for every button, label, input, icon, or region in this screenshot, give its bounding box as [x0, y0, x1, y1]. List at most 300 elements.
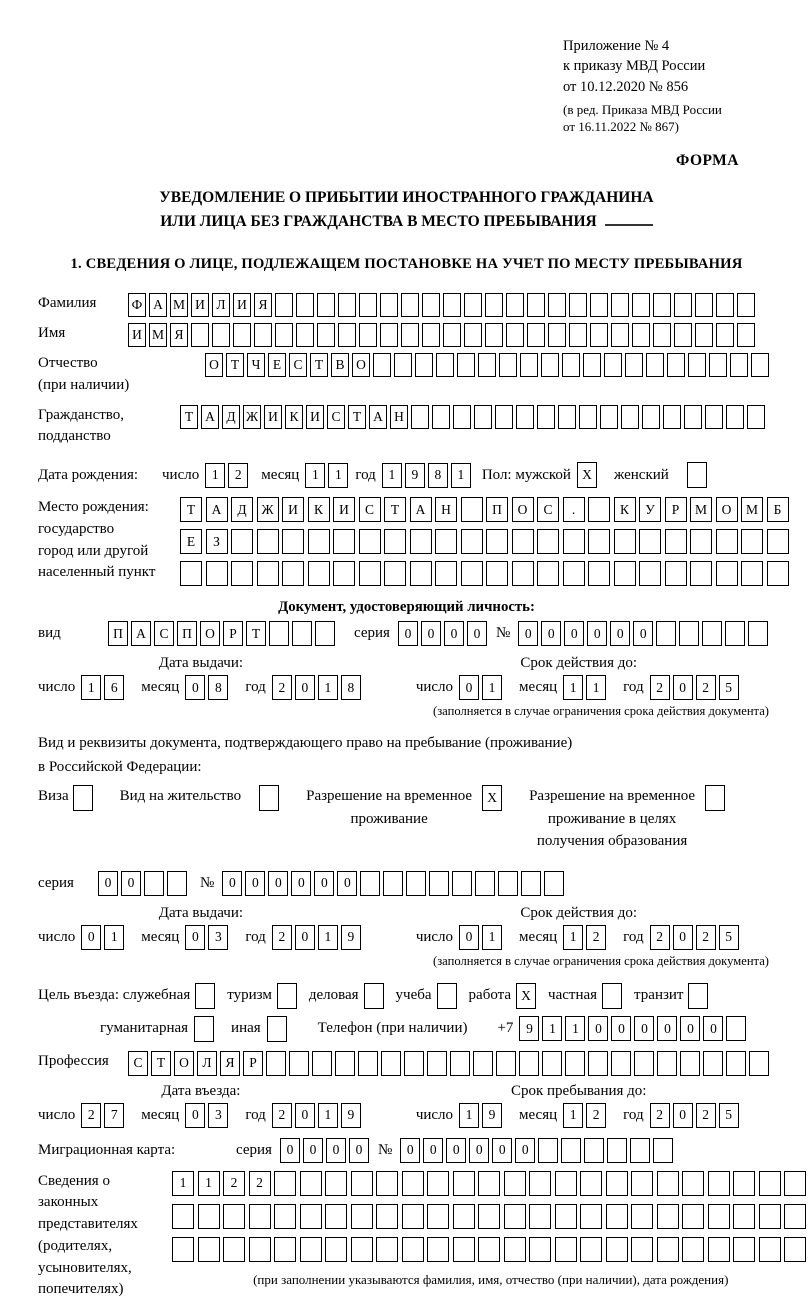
cell[interactable]: 1 — [318, 1103, 338, 1128]
cell[interactable] — [563, 561, 585, 586]
cell[interactable] — [749, 1051, 769, 1076]
cell[interactable]: Е — [268, 353, 286, 377]
cell[interactable] — [747, 405, 765, 429]
cell[interactable] — [402, 1237, 424, 1262]
cell[interactable] — [296, 293, 314, 317]
cell[interactable] — [274, 1171, 296, 1196]
cell[interactable] — [380, 293, 398, 317]
cell[interactable] — [580, 1237, 602, 1262]
cell[interactable] — [687, 462, 707, 488]
cell[interactable] — [435, 561, 457, 586]
cell[interactable] — [606, 1204, 628, 1229]
cell[interactable] — [452, 871, 472, 896]
cell[interactable] — [695, 323, 713, 347]
cell[interactable]: 0 — [314, 871, 334, 896]
cell[interactable] — [300, 1204, 322, 1229]
cell[interactable]: 0 — [98, 871, 118, 896]
cell[interactable]: 0 — [703, 1016, 723, 1041]
cell[interactable]: 5 — [719, 675, 739, 700]
cell[interactable]: А — [410, 497, 432, 522]
cell[interactable] — [561, 1138, 581, 1163]
cell[interactable] — [410, 529, 432, 554]
cell[interactable]: 0 — [295, 675, 315, 700]
cell[interactable]: 0 — [268, 871, 288, 896]
cell[interactable]: 0 — [185, 925, 205, 950]
cell[interactable]: 2 — [696, 675, 716, 700]
cell[interactable] — [784, 1204, 806, 1229]
cell[interactable]: 1 — [586, 675, 606, 700]
cell[interactable]: 0 — [280, 1138, 300, 1163]
cell[interactable] — [527, 323, 545, 347]
cell[interactable] — [611, 323, 629, 347]
cell[interactable] — [359, 561, 381, 586]
cell[interactable] — [495, 405, 513, 429]
cell[interactable] — [317, 293, 335, 317]
cell[interactable]: 0 — [673, 1103, 693, 1128]
cell[interactable] — [639, 529, 661, 554]
cell[interactable] — [384, 561, 406, 586]
cell[interactable] — [653, 293, 671, 317]
cell[interactable] — [631, 1171, 653, 1196]
cell[interactable]: 0 — [515, 1138, 535, 1163]
cell[interactable] — [663, 405, 681, 429]
cell[interactable] — [144, 871, 164, 896]
cell[interactable]: О — [512, 497, 534, 522]
cell[interactable] — [538, 1138, 558, 1163]
cell[interactable] — [548, 293, 566, 317]
cell[interactable] — [308, 529, 330, 554]
cell[interactable] — [784, 1171, 806, 1196]
cell[interactable]: О — [352, 353, 370, 377]
cell[interactable] — [529, 1171, 551, 1196]
cell[interactable] — [223, 1204, 245, 1229]
cell[interactable]: В — [331, 353, 349, 377]
cell[interactable]: Я — [220, 1051, 240, 1076]
cell[interactable] — [679, 621, 699, 646]
cell[interactable] — [529, 1204, 551, 1229]
cell[interactable] — [695, 293, 713, 317]
cell[interactable] — [726, 1016, 746, 1041]
cell[interactable]: 0 — [657, 1016, 677, 1041]
cell[interactable]: 9 — [341, 925, 361, 950]
cell[interactable] — [690, 529, 712, 554]
cell[interactable]: Ж — [257, 497, 279, 522]
cell[interactable] — [364, 983, 384, 1009]
cell[interactable]: Т — [226, 353, 244, 377]
cell[interactable] — [521, 871, 541, 896]
cell[interactable]: С — [128, 1051, 148, 1076]
cell[interactable] — [682, 1171, 704, 1196]
cell[interactable] — [614, 561, 636, 586]
cell[interactable]: О — [716, 497, 738, 522]
cell[interactable] — [748, 621, 768, 646]
cell[interactable] — [588, 529, 610, 554]
cell[interactable]: 0 — [291, 871, 311, 896]
cell[interactable] — [737, 293, 755, 317]
cell[interactable]: Т — [246, 621, 266, 646]
cell[interactable]: Р — [243, 1051, 263, 1076]
cell[interactable] — [733, 1204, 755, 1229]
cell[interactable] — [580, 1204, 602, 1229]
cell[interactable] — [674, 293, 692, 317]
cell[interactable] — [621, 405, 639, 429]
cell[interactable]: 0 — [398, 621, 418, 646]
cell[interactable] — [231, 529, 253, 554]
cell[interactable]: 0 — [185, 675, 205, 700]
cell[interactable]: Н — [390, 405, 408, 429]
cell[interactable] — [275, 323, 293, 347]
cell[interactable]: 2 — [223, 1171, 245, 1196]
cell[interactable] — [325, 1171, 347, 1196]
cell[interactable] — [231, 561, 253, 586]
cell[interactable] — [308, 561, 330, 586]
cell[interactable] — [656, 621, 676, 646]
cell[interactable] — [680, 1051, 700, 1076]
cell[interactable]: С — [537, 497, 559, 522]
cell[interactable] — [198, 1204, 220, 1229]
cell[interactable] — [657, 1171, 679, 1196]
cell[interactable]: 0 — [421, 621, 441, 646]
cell[interactable]: 3 — [208, 1103, 228, 1128]
cell[interactable]: А — [369, 405, 387, 429]
cell[interactable] — [682, 1204, 704, 1229]
cell[interactable] — [249, 1237, 271, 1262]
cell[interactable]: 8 — [428, 463, 448, 488]
cell[interactable] — [588, 561, 610, 586]
cell[interactable] — [257, 561, 279, 586]
cell[interactable] — [401, 293, 419, 317]
cell[interactable] — [427, 1204, 449, 1229]
cell[interactable]: А — [131, 621, 151, 646]
cell[interactable] — [277, 983, 297, 1009]
cell[interactable]: П — [177, 621, 197, 646]
cell[interactable] — [555, 1171, 577, 1196]
cell[interactable] — [485, 323, 503, 347]
cell[interactable] — [443, 323, 461, 347]
cell[interactable] — [267, 1016, 287, 1042]
cell[interactable]: И — [282, 497, 304, 522]
cell[interactable] — [206, 561, 228, 586]
cell[interactable] — [600, 405, 618, 429]
cell[interactable]: 0 — [564, 621, 584, 646]
cell[interactable]: 0 — [633, 621, 653, 646]
cell[interactable]: 1 — [563, 1103, 583, 1128]
cell[interactable]: Т — [151, 1051, 171, 1076]
cell[interactable] — [404, 1051, 424, 1076]
cell[interactable] — [338, 323, 356, 347]
cell[interactable]: 0 — [446, 1138, 466, 1163]
cell[interactable]: О — [205, 353, 223, 377]
cell[interactable]: Н — [435, 497, 457, 522]
cell[interactable] — [360, 871, 380, 896]
cell[interactable]: Т — [384, 497, 406, 522]
cell[interactable]: 0 — [185, 1103, 205, 1128]
cell[interactable]: З — [206, 529, 228, 554]
cell[interactable]: X — [516, 983, 536, 1009]
cell[interactable]: 1 — [565, 1016, 585, 1041]
cell[interactable] — [402, 1204, 424, 1229]
cell[interactable]: 0 — [444, 621, 464, 646]
cell[interactable] — [632, 323, 650, 347]
cell[interactable] — [759, 1171, 781, 1196]
cell[interactable]: Р — [223, 621, 243, 646]
cell[interactable] — [730, 353, 748, 377]
cell[interactable] — [631, 1204, 653, 1229]
cell[interactable]: 1 — [482, 925, 502, 950]
cell[interactable]: 0 — [469, 1138, 489, 1163]
cell[interactable] — [376, 1204, 398, 1229]
cell[interactable] — [333, 529, 355, 554]
cell[interactable]: И — [128, 323, 146, 347]
cell[interactable]: 9 — [482, 1103, 502, 1128]
cell[interactable] — [684, 405, 702, 429]
cell[interactable] — [406, 871, 426, 896]
cell[interactable] — [512, 561, 534, 586]
cell[interactable] — [542, 1051, 562, 1076]
cell[interactable] — [580, 1171, 602, 1196]
cell[interactable] — [646, 353, 664, 377]
cell[interactable]: П — [486, 497, 508, 522]
cell[interactable] — [376, 1171, 398, 1196]
cell[interactable]: 1 — [563, 675, 583, 700]
cell[interactable] — [537, 561, 559, 586]
cell[interactable] — [415, 353, 433, 377]
cell[interactable]: У — [639, 497, 661, 522]
cell[interactable]: 1 — [459, 1103, 479, 1128]
cell[interactable] — [461, 561, 483, 586]
cell[interactable] — [333, 561, 355, 586]
cell[interactable]: 0 — [588, 1016, 608, 1041]
cell[interactable]: С — [359, 497, 381, 522]
cell[interactable]: 8 — [208, 675, 228, 700]
cell[interactable]: . — [563, 497, 585, 522]
cell[interactable]: 2 — [586, 925, 606, 950]
cell[interactable]: А — [149, 293, 167, 317]
cell[interactable] — [411, 405, 429, 429]
cell[interactable] — [381, 1051, 401, 1076]
cell[interactable] — [478, 1171, 500, 1196]
cell[interactable] — [611, 293, 629, 317]
cell[interactable] — [194, 1016, 214, 1042]
cell[interactable] — [282, 561, 304, 586]
cell[interactable]: Я — [254, 293, 272, 317]
cell[interactable] — [751, 353, 769, 377]
cell[interactable] — [212, 323, 230, 347]
cell[interactable] — [478, 353, 496, 377]
cell[interactable] — [705, 785, 725, 811]
cell[interactable] — [520, 353, 538, 377]
cell[interactable] — [716, 323, 734, 347]
cell[interactable] — [274, 1237, 296, 1262]
cell[interactable] — [614, 529, 636, 554]
cell[interactable] — [784, 1237, 806, 1262]
cell[interactable] — [172, 1204, 194, 1229]
cell[interactable]: Б — [767, 497, 789, 522]
cell[interactable]: 7 — [104, 1103, 124, 1128]
cell[interactable] — [296, 323, 314, 347]
cell[interactable] — [631, 1237, 653, 1262]
cell[interactable]: Ч — [247, 353, 265, 377]
cell[interactable]: 0 — [634, 1016, 654, 1041]
cell[interactable]: 6 — [104, 675, 124, 700]
cell[interactable]: И — [333, 497, 355, 522]
cell[interactable] — [725, 621, 745, 646]
cell[interactable]: 0 — [459, 925, 479, 950]
cell[interactable] — [384, 529, 406, 554]
cell[interactable]: 0 — [295, 1103, 315, 1128]
cell[interactable]: 2 — [650, 925, 670, 950]
cell[interactable]: X — [577, 462, 597, 488]
cell[interactable]: 1 — [172, 1171, 194, 1196]
cell[interactable] — [611, 1051, 631, 1076]
cell[interactable] — [634, 1051, 654, 1076]
cell[interactable]: 0 — [245, 871, 265, 896]
cell[interactable]: Ф — [128, 293, 146, 317]
cell[interactable] — [555, 1204, 577, 1229]
cell[interactable] — [579, 405, 597, 429]
cell[interactable] — [300, 1171, 322, 1196]
cell[interactable] — [512, 529, 534, 554]
cell[interactable]: М — [149, 323, 167, 347]
cell[interactable] — [473, 1051, 493, 1076]
cell[interactable]: 1 — [205, 463, 225, 488]
cell[interactable] — [257, 529, 279, 554]
cell[interactable] — [516, 405, 534, 429]
cell[interactable]: С — [327, 405, 345, 429]
cell[interactable] — [716, 529, 738, 554]
cell[interactable]: 8 — [341, 675, 361, 700]
cell[interactable] — [478, 1237, 500, 1262]
cell[interactable]: 0 — [611, 1016, 631, 1041]
cell[interactable] — [705, 405, 723, 429]
cell[interactable] — [708, 1204, 730, 1229]
cell[interactable] — [383, 871, 403, 896]
cell[interactable] — [741, 529, 763, 554]
cell[interactable]: О — [174, 1051, 194, 1076]
cell[interactable] — [726, 1051, 746, 1076]
cell[interactable] — [429, 871, 449, 896]
cell[interactable]: 5 — [719, 1103, 739, 1128]
cell[interactable] — [708, 1237, 730, 1262]
cell[interactable]: 0 — [349, 1138, 369, 1163]
cell[interactable]: 1 — [482, 675, 502, 700]
cell[interactable]: 0 — [423, 1138, 443, 1163]
cell[interactable] — [249, 1204, 271, 1229]
cell[interactable]: С — [154, 621, 174, 646]
cell[interactable] — [443, 293, 461, 317]
cell[interactable] — [767, 561, 789, 586]
cell[interactable]: Т — [348, 405, 366, 429]
cell[interactable] — [427, 1171, 449, 1196]
cell[interactable] — [541, 353, 559, 377]
cell[interactable]: И — [191, 293, 209, 317]
cell[interactable] — [315, 621, 335, 646]
cell[interactable] — [562, 353, 580, 377]
cell[interactable] — [172, 1237, 194, 1262]
cell[interactable] — [702, 621, 722, 646]
cell[interactable] — [180, 561, 202, 586]
cell[interactable] — [198, 1237, 220, 1262]
cell[interactable] — [351, 1171, 373, 1196]
cell[interactable]: М — [170, 293, 188, 317]
cell[interactable]: К — [285, 405, 303, 429]
cell[interactable] — [274, 1204, 296, 1229]
cell[interactable]: 1 — [451, 463, 471, 488]
cell[interactable] — [223, 1237, 245, 1262]
cell[interactable]: 0 — [400, 1138, 420, 1163]
cell[interactable] — [737, 323, 755, 347]
cell[interactable] — [548, 323, 566, 347]
cell[interactable]: 1 — [104, 925, 124, 950]
cell[interactable]: 0 — [518, 621, 538, 646]
cell[interactable] — [485, 293, 503, 317]
cell[interactable]: 2 — [696, 925, 716, 950]
cell[interactable] — [690, 561, 712, 586]
cell[interactable] — [453, 1204, 475, 1229]
cell[interactable] — [657, 1237, 679, 1262]
cell[interactable]: Д — [222, 405, 240, 429]
cell[interactable]: 5 — [719, 925, 739, 950]
cell[interactable]: 9 — [405, 463, 425, 488]
cell[interactable] — [555, 1237, 577, 1262]
cell[interactable]: А — [201, 405, 219, 429]
cell[interactable] — [588, 497, 610, 522]
cell[interactable] — [558, 405, 576, 429]
cell[interactable] — [630, 1138, 650, 1163]
cell[interactable] — [733, 1237, 755, 1262]
cell[interactable]: 0 — [222, 871, 242, 896]
cell[interactable] — [606, 1237, 628, 1262]
cell[interactable]: Т — [180, 405, 198, 429]
cell[interactable]: 0 — [337, 871, 357, 896]
cell[interactable]: К — [614, 497, 636, 522]
cell[interactable] — [376, 1237, 398, 1262]
cell[interactable] — [266, 1051, 286, 1076]
cell[interactable]: И — [264, 405, 282, 429]
cell[interactable]: М — [690, 497, 712, 522]
cell[interactable]: И — [233, 293, 251, 317]
cell[interactable] — [351, 1204, 373, 1229]
cell[interactable] — [504, 1237, 526, 1262]
cell[interactable] — [486, 529, 508, 554]
cell[interactable] — [233, 323, 251, 347]
cell[interactable] — [486, 561, 508, 586]
cell[interactable]: 1 — [328, 463, 348, 488]
cell[interactable] — [590, 293, 608, 317]
cell[interactable] — [583, 353, 601, 377]
cell[interactable] — [653, 323, 671, 347]
cell[interactable]: 2 — [696, 1103, 716, 1128]
cell[interactable] — [767, 529, 789, 554]
cell[interactable] — [588, 1051, 608, 1076]
cell[interactable] — [653, 1138, 673, 1163]
cell[interactable]: Ж — [243, 405, 261, 429]
cell[interactable]: 0 — [295, 925, 315, 950]
cell[interactable]: 0 — [680, 1016, 700, 1041]
cell[interactable] — [657, 1051, 677, 1076]
cell[interactable] — [506, 293, 524, 317]
cell[interactable] — [708, 1171, 730, 1196]
cell[interactable] — [602, 983, 622, 1009]
cell[interactable] — [563, 529, 585, 554]
cell[interactable] — [726, 405, 744, 429]
cell[interactable]: 2 — [586, 1103, 606, 1128]
cell[interactable] — [716, 561, 738, 586]
cell[interactable] — [410, 561, 432, 586]
cell[interactable]: 2 — [272, 1103, 292, 1128]
cell[interactable]: 0 — [492, 1138, 512, 1163]
cell[interactable] — [289, 1051, 309, 1076]
